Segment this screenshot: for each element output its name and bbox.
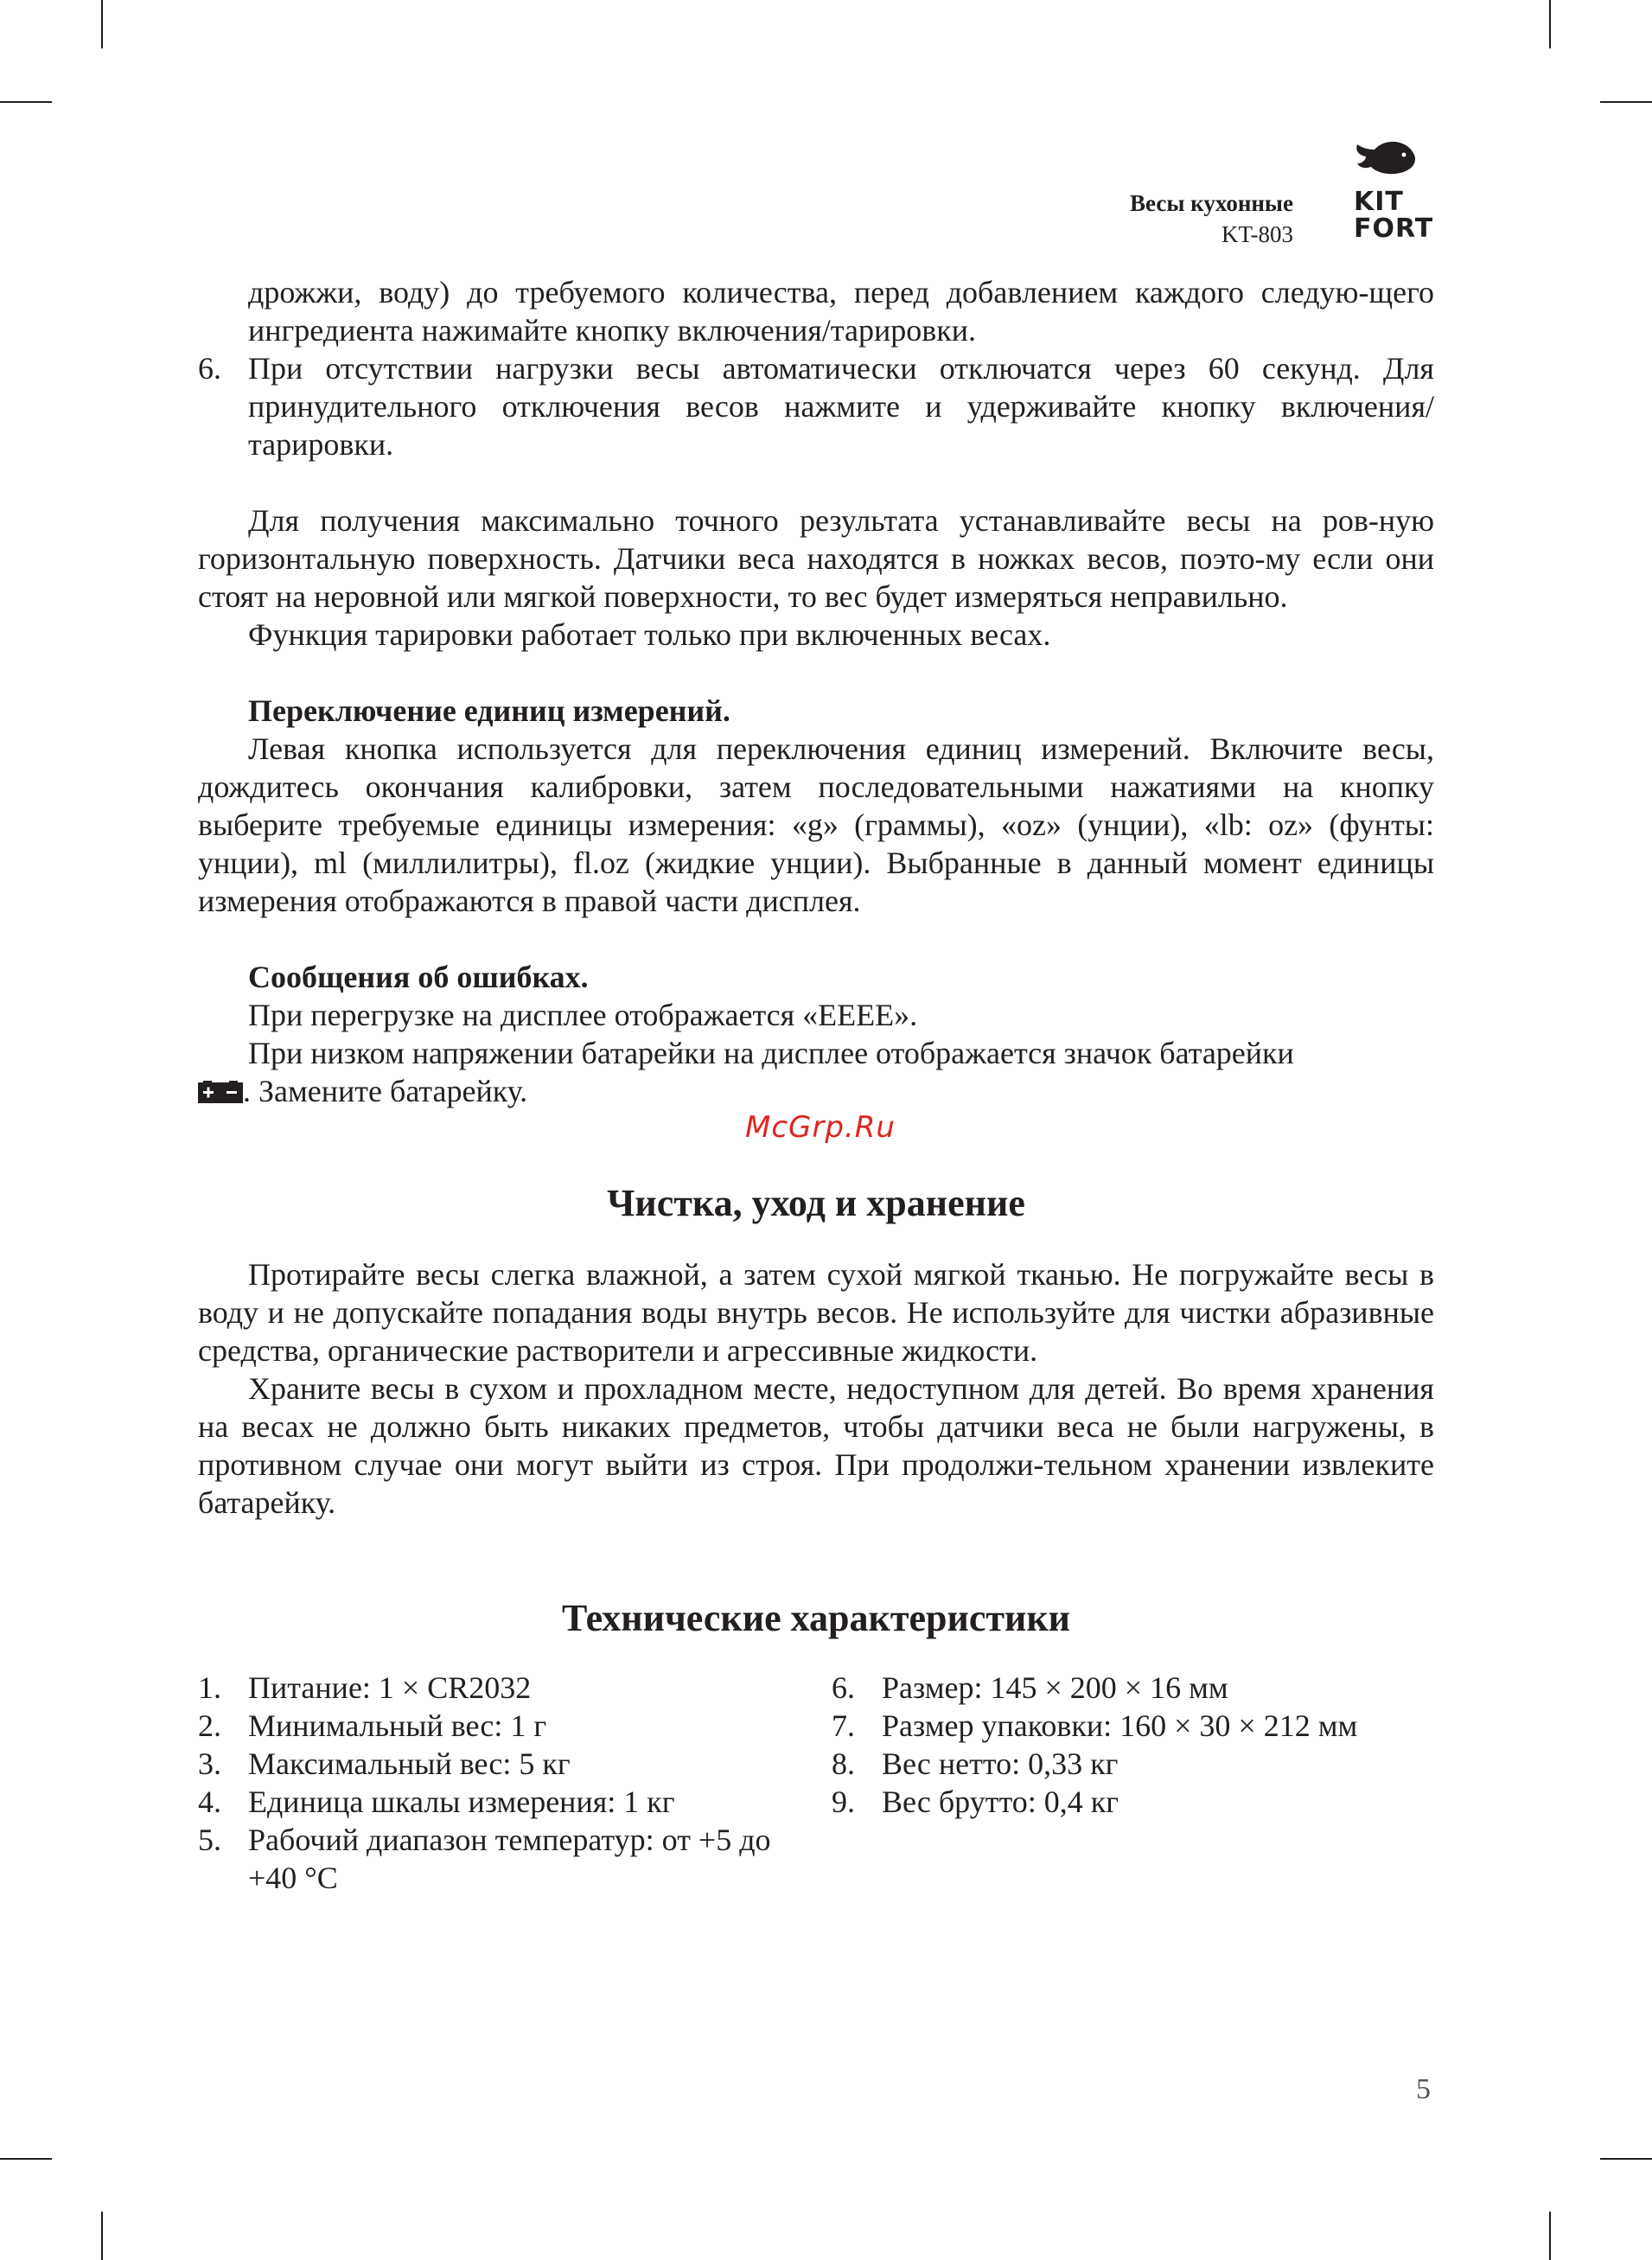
brand-logo xyxy=(1331,134,1435,245)
product-title: Весы кухонные xyxy=(1130,190,1293,216)
list-item xyxy=(832,1669,1434,1707)
crop-mark xyxy=(0,2158,52,2160)
list-number: 6. xyxy=(198,351,221,386)
section-title: Чистка, уход и хранение xyxy=(607,1182,1025,1224)
list-text: Максимальный вес: 5 кг xyxy=(248,1746,571,1781)
list-item xyxy=(198,1821,832,1897)
list-text: Вес брутто: 0,4 кг xyxy=(882,1784,1119,1819)
specs-column-left xyxy=(198,1669,832,1897)
specs-column-right xyxy=(832,1669,1434,1897)
paragraph xyxy=(198,1072,1434,1110)
battery-icon xyxy=(198,1081,243,1103)
crop-mark xyxy=(101,2212,103,2260)
section-subheading: Переключение единиц измерений. xyxy=(248,693,730,728)
list-item xyxy=(832,1745,1434,1783)
paragraph: Протирайте весы слегка влажной, а затем сухой мягкой тканью. Не погружайте весы в воду и не допускайте попадания воды внутрь весов. Не используйте для чистки абразивные средства, органические растворители и агрессивные жидкости. xyxy=(198,1257,1434,1368)
battery-text: . Замените батарейку. xyxy=(243,1074,528,1108)
list-text: Рабочий диапазон температур: от +5 до +40 °C xyxy=(248,1823,771,1895)
paragraph: При перегрузке на дисплее отображается «EEEE». xyxy=(248,998,918,1032)
specs-list xyxy=(198,1669,1434,1897)
crop-mark xyxy=(1600,2158,1652,2160)
section-subheading: Сообщения об ошибках. xyxy=(248,960,589,994)
logo-text-fort: FORT xyxy=(1354,214,1434,244)
crop-mark xyxy=(101,0,103,48)
intro-continuation: дрожжи, воду) до требуемого количества, перед добавлением каждого следую-щего ингредиента нажимайте кнопку включения/тарировки. xyxy=(248,275,1434,348)
paragraph: При низком напряжении батарейки на дисплее отображается значок батарейки xyxy=(248,1036,1294,1070)
list-number: 8. xyxy=(832,1746,855,1781)
page-content xyxy=(198,273,1434,1897)
list-number: 7. xyxy=(832,1708,855,1743)
list-text: Вес нетто: 0,33 кг xyxy=(882,1746,1119,1781)
document-header xyxy=(1130,188,1293,250)
list-number: 3. xyxy=(198,1746,221,1781)
paragraph: Функция тарировки работает только при включенных весах. xyxy=(248,617,1051,652)
list-item xyxy=(198,349,1434,463)
list-item xyxy=(198,1783,832,1821)
list-text: Минимальный вес: 1 г xyxy=(248,1708,547,1743)
paragraph: Левая кнопка используется для переключения единиц измерений. Включите весы, дождитесь окончания калибровки, затем последовательными нажатиями на кнопку выберите требуемые единицы измерения: «g» (граммы), «oz» (унции), «lb: oz» (фунты: унции), ml (миллилитры), fl.oz (жидкие унции). Выбранные в данный момент единицы измерения отображаются в правой части дисплея. xyxy=(198,731,1434,918)
whale-icon xyxy=(1331,134,1435,186)
paragraph: Для получения максимально точного результата устанавливайте весы на ров-ную горизонтальную поверхность. Датчики веса находятся в ножках весов, поэто-му если они стоят на неровной или мягкой поверхности, то вес будет измеряться неправильно. xyxy=(198,503,1434,614)
list-number: 6. xyxy=(832,1670,855,1705)
crop-mark xyxy=(0,101,52,103)
page-number: 5 xyxy=(1416,2073,1431,2105)
crop-mark xyxy=(1549,2212,1551,2260)
list-item xyxy=(832,1707,1434,1745)
crop-mark xyxy=(1600,101,1652,103)
product-model: KT-803 xyxy=(1221,221,1293,247)
list-item xyxy=(198,1745,832,1783)
list-text: Размер упаковки: 160 × 30 × 212 мм xyxy=(882,1708,1358,1743)
list-number: 1. xyxy=(198,1670,221,1705)
list-item xyxy=(198,1707,832,1745)
list-text: Размер: 145 × 200 × 16 мм xyxy=(882,1670,1228,1705)
list-text: Единица шкалы измерения: 1 кг xyxy=(248,1784,675,1819)
list-text: Питание: 1 × CR2032 xyxy=(248,1670,532,1705)
list-item xyxy=(832,1783,1434,1821)
list-item xyxy=(198,1669,832,1707)
list-number: 9. xyxy=(832,1784,855,1819)
watermark-text[interactable]: McGrp.Ru xyxy=(745,1110,896,1145)
section-title: Технические характеристики xyxy=(561,1597,1071,1639)
logo-text-kit: KIT xyxy=(1354,187,1404,217)
list-number: 2. xyxy=(198,1708,221,1743)
crop-mark xyxy=(1549,0,1551,48)
list-text: При отсутствии нагрузки весы автоматически отключатся через 60 секунд. Для принудительного отключения весов нажмите и удерживайте кнопку включения/тарировки. xyxy=(248,351,1434,462)
list-number: 4. xyxy=(198,1784,221,1819)
paragraph: Храните весы в сухом и прохладном месте, недоступном для детей. Во время хранения на весах не должно быть никаких предметов, чтобы датчики веса не были нагружены, в противном случае они могут выйти из строя. При продолжи-тельном хранении извлеките батарейку. xyxy=(198,1371,1434,1520)
list-number: 5. xyxy=(198,1823,221,1857)
